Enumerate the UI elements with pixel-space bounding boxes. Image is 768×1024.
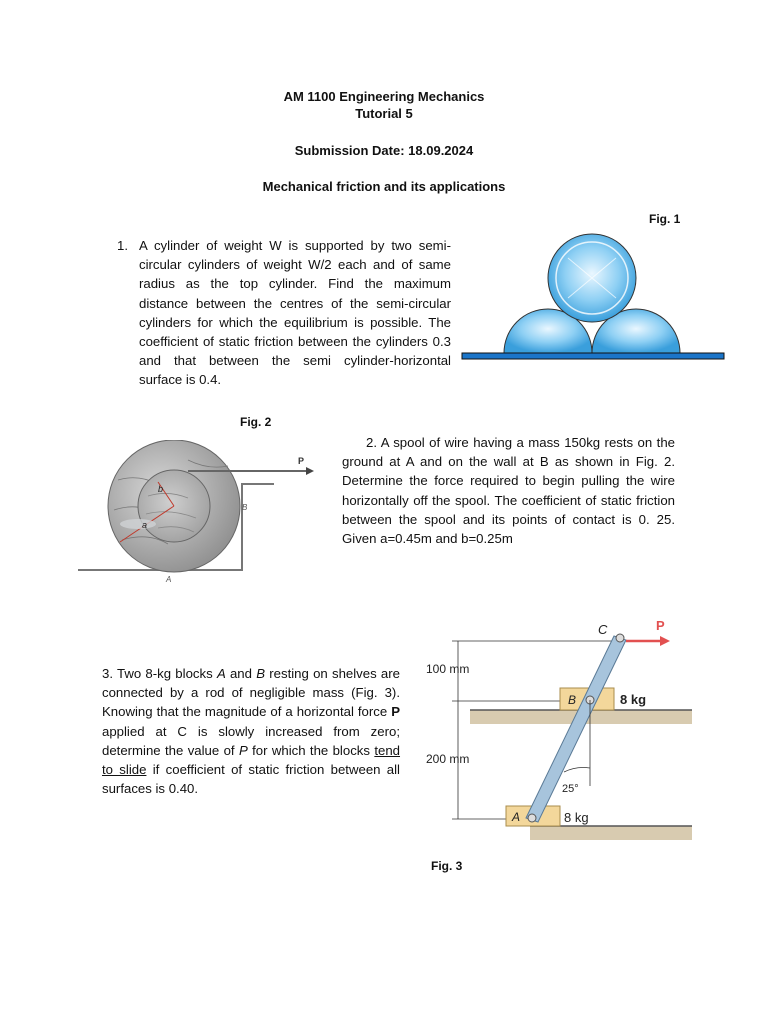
q3-force-p-bold: P <box>391 704 400 720</box>
q3-and: and <box>225 666 257 681</box>
q3-block-b-ref: B <box>256 666 266 681</box>
fig2-spool <box>78 440 328 590</box>
q3-text-start: 3. Two 8-kg blocks <box>102 666 217 681</box>
fig3-block-a: A <box>512 810 521 824</box>
q3-force-p-italic: P <box>238 742 248 758</box>
q3-text-mid3: for which the blocks <box>247 742 375 758</box>
fig2-label-p: P <box>298 456 305 466</box>
fig3-angle: 25° <box>562 783 579 795</box>
submission-date: Submission Date: 18.09.2024 <box>294 143 474 158</box>
q3-text-mid2: applied at C is slowly increased from zero; determine the value of <box>102 723 400 758</box>
fig3-label-c: C <box>598 622 608 637</box>
fig2-label-a: a <box>142 520 148 530</box>
fig3-dim-bottom: 200 mm <box>426 752 470 766</box>
fig2-label-b: b <box>158 484 164 494</box>
fig3-blocks-rod <box>420 616 698 856</box>
fig3-block-b: B <box>568 693 577 707</box>
fig1-label: Fig. 1 <box>649 212 681 226</box>
q1-text: A cylinder of weight W is supported by two semi-circular cylinders of weight W/2 each and of same radius as the top cylinder. Find the maximum distance between the centres of the semi-circular cylinders for which the equilibrium is possible. The coefficient of static friction between the cylinders 0.3 and that between the semi cylinder-horizontal surface is 0.4. <box>139 238 451 388</box>
fig2-label-wall: B <box>242 503 248 512</box>
course-title: AM 1100 Engineering Mechanics <box>283 89 485 104</box>
q3-underlined: tend to slide <box>102 742 401 778</box>
fig3-mass-b: 8 kg <box>620 692 647 707</box>
fig2-label-ground: A <box>166 575 172 584</box>
fig1-cylinders <box>458 228 728 364</box>
q3-block-a-ref: A <box>216 666 226 681</box>
fig3-mass-a: 8 kg <box>564 810 589 825</box>
fig3-label-p: P <box>656 618 665 633</box>
q3-text <box>102 664 400 798</box>
q3-text-end: if coefficient of static friction between all surfaces is 0.40. <box>102 762 400 797</box>
fig3-label: Fig. 3 <box>431 859 463 873</box>
fig3-dim-top: 100 mm <box>426 662 470 676</box>
q2-text: 2. A spool of wire having a mass 150kg rests on the ground at A and on the wall at B as shown in Fig. 2. Determine the force required to begin pulling the wire horizontally off the spool. The coefficient of static friction between the spool and its points of contact is 0. 25. Given a=0.45m and b=0.25m <box>342 435 675 547</box>
tutorial-title: Tutorial 5 <box>355 106 413 121</box>
topic-title: Mechanical friction and its applications <box>262 179 506 194</box>
fig2-label: Fig. 2 <box>240 415 272 429</box>
q3-text-mid1: resting on shelves are connected by a rod of negligible mass (Fig. 3). Knowing that the magnitude of a horizontal force <box>102 666 400 720</box>
q1-number: 1. <box>117 238 128 253</box>
